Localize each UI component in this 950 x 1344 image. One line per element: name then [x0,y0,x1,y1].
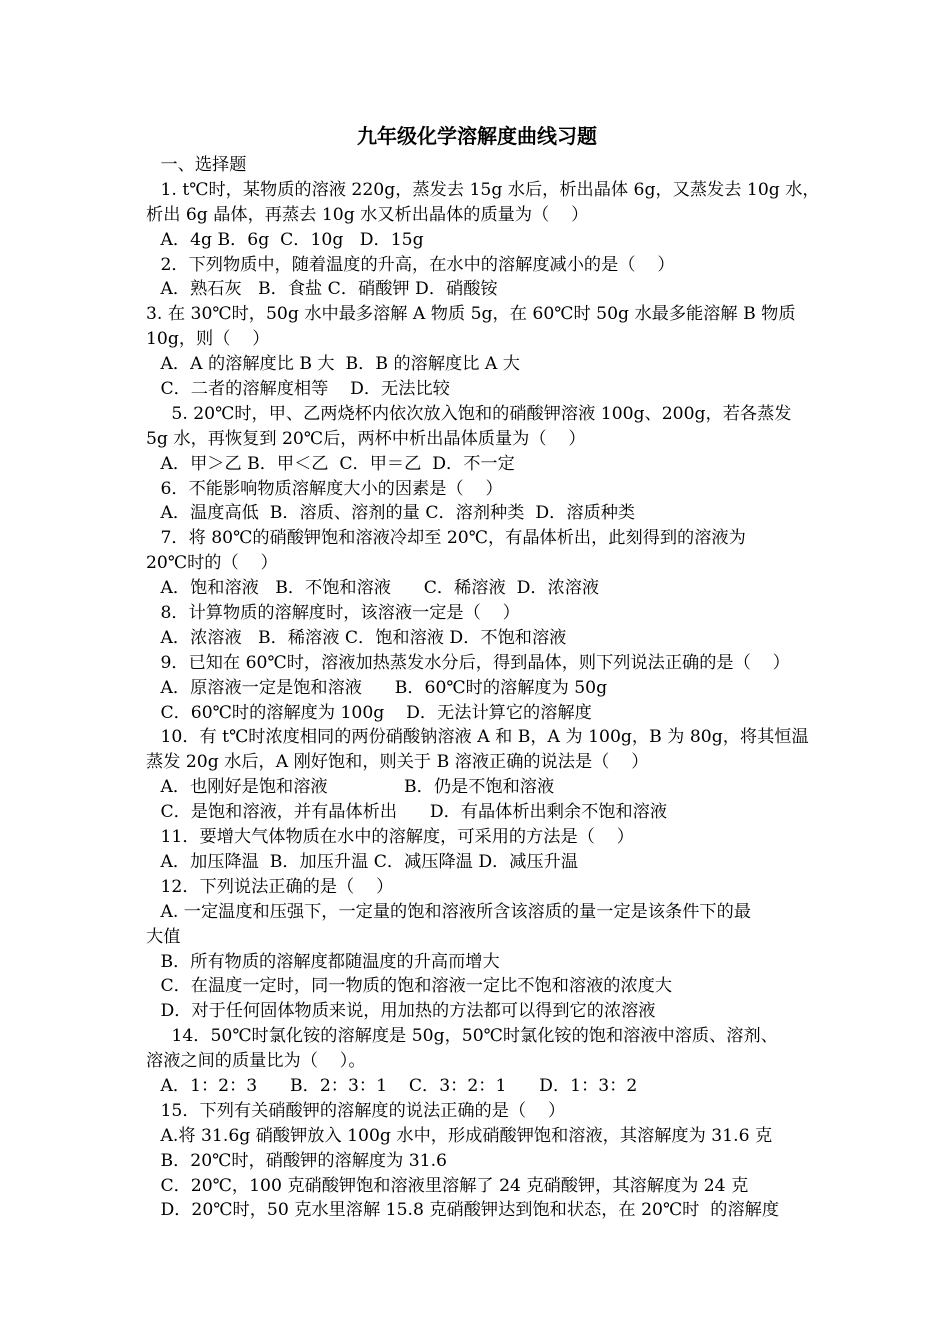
text-line: 9．已知在 60℃时，溶液加热蒸发水分后，得到晶体，则下列说法正确的是（ ） [155,652,790,673]
document-title: 九年级化学溶解度曲线习题 [357,124,597,148]
text-line: D．20℃时，50 克水里溶解 15.8 克硝酸钾达到饱和状态，在 20℃时 的溶解度 [155,1200,780,1221]
text-line: A．原溶液一定是饱和溶液 B．60℃时的溶解度为 50g [155,677,608,698]
document-body [146,153,950,1223]
text-line: 溶液之间的质量比为（ ）。 [146,1051,366,1072]
text-line: 20℃时的（ ） [146,553,278,574]
text-line: A．熟石灰 B．食盐 C．硝酸钾 D．硝酸铵 [155,279,498,300]
text-line: 8．计算物质的溶解度时，该溶液一定是（ ） [155,603,520,624]
text-line: A. 一定温度和压强下，一定量的饱和溶液所含该溶质的量一定是该条件下的最 [155,901,751,922]
text-line: 一、选择题 [155,155,247,175]
text-line: A.将 31.6g 硝酸钾放入 100g 水中，形成硝酸钾饱和溶液，其溶解度为 31.6 克 [155,1125,773,1146]
text-line: C．是饱和溶液，并有晶体析出 D．有晶体析出剩余不饱和溶液 [155,802,668,823]
text-line: C．60℃时的溶解度为 100g D．无法计算它的溶解度 [155,702,592,723]
text-line: 大值 [146,926,181,947]
text-line: A．浓溶液 B．稀溶液 C．饱和溶液 D．不饱和溶液 [155,627,567,648]
text-line: B．所有物质的溶解度都随温度的升高而增大 [155,951,500,972]
text-line: 2．下列物质中，随着温度的升高，在水中的溶解度减小的是（ ） [155,254,675,275]
text-line: 7．将 80℃的硝酸钾饱和溶液冷却至 20℃，有晶体析出，此刻得到的溶液为 [155,528,746,549]
text-line: D．对于任何固体物质来说，用加热的方法都可以得到它的浓溶液 [155,1001,656,1022]
text-line: 6．不能影响物质溶解度大小的因素是（ ） [155,478,503,499]
text-line: 10．有 t℃时浓度相同的两份硝酸钠溶液 A 和 B，A 为 100g，B 为 80g，将其恒温 [155,727,809,748]
text-line: C．20℃，100 克硝酸钾饱和溶液里溶解了 24 克硝酸钾，其溶解度为 24 克 [155,1175,749,1196]
text-line: 12．下列说法正确的是（ ） [155,876,394,897]
text-line: A．1：2：3 B．2：3：1 C．3：2：1 D．1：3：2 [155,1075,638,1096]
text-line: C．二者的溶解度相等 D．无法比较 [155,379,450,400]
text-line: 5. 20℃时，甲、乙两烧杯内依次放入饱和的硝酸钾溶液 100g、200g，若各蒸发 [155,403,792,424]
text-line: 析出 6g 晶体，再蒸去 10g 水又析出晶体的质量为（ ） [146,204,589,225]
text-line: A．加压降温 B．加压升温 C．减压降温 D．减压升温 [155,851,579,872]
text-line: A．饱和溶液 B．不饱和溶液 C．稀溶液 D．浓溶液 [155,578,600,599]
text-line: 14．50℃时氯化铵的溶解度是 50g，50℃时氯化铵的饱和溶液中溶质、溶剂、 [155,1026,778,1047]
text-line: C．在温度一定时，同一物质的饱和溶液一定比不饱和溶液的浓度大 [155,976,673,997]
text-line: A．A 的溶解度比 B 大 B．B 的溶解度比 A 大 [155,354,520,375]
text-line: 11．要增大气体物质在水中的溶解度，可采用的方法是（ ） [155,827,634,848]
text-line: 15．下列有关硝酸钾的溶解度的说法正确的是（ ） [155,1100,566,1121]
text-line: 5g 水，再恢复到 20℃后，两杯中析出晶体质量为（ ） [146,428,586,449]
text-line: A．温度高低 B．溶质、溶剂的量 C．溶剂种类 D．溶质种类 [155,503,636,524]
text-line: 3. 在 30℃时，50g 水中最多溶解 A 物质 5g，在 60℃时 50g 水最多能溶解 B 物质 [146,304,796,325]
text-line: 1. t℃时，某物质的溶液 220g，蒸发去 15g 水后，析出晶体 6g，又蒸发去 10g 水， [155,179,820,200]
text-line: 10g，则（ ） [146,329,270,350]
text-line: A．也刚好是饱和溶液 B．仍是不饱和溶液 [155,777,555,798]
text-line: 蒸发 20g 水后，A 刚好饱和，则关于 B 溶液正确的说法是（ ） [146,752,649,773]
text-line: B．20℃时，硝酸钾的溶解度为 31.6 [155,1150,447,1171]
text-line: A．甲＞乙 B．甲＜乙 C．甲＝乙 D．不一定 [155,453,515,474]
text-line: A．4g B．6g C．10g D．15g [155,229,424,250]
